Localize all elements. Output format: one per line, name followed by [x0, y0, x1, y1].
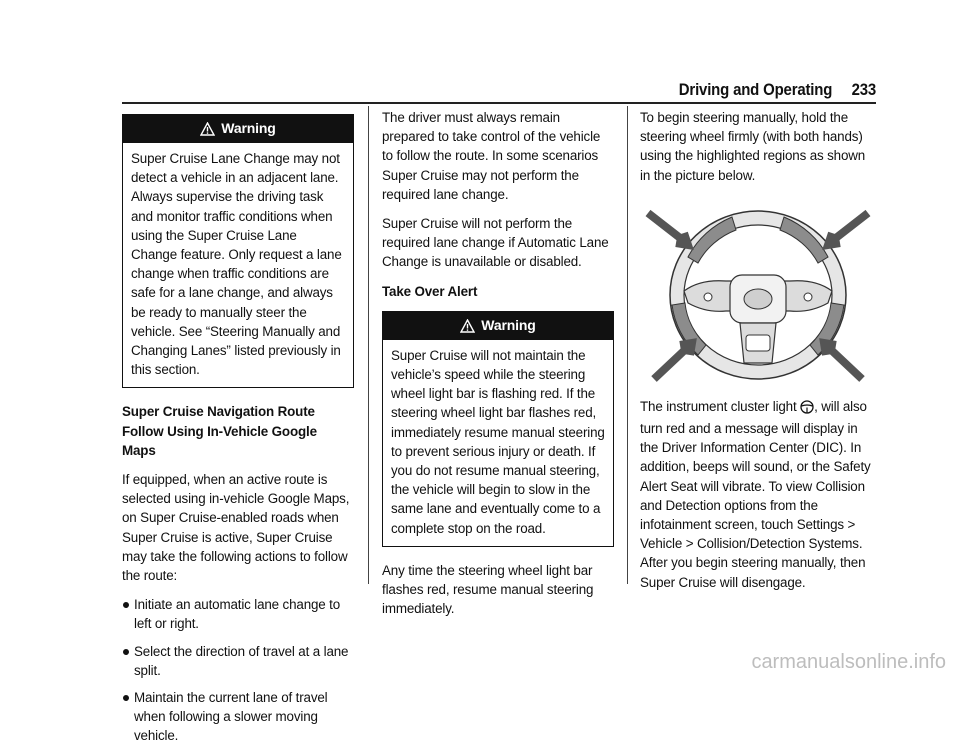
page-number: 233	[851, 80, 876, 99]
warning-label: Warning	[221, 120, 276, 137]
action-list	[122, 595, 354, 745]
list-item: Maintain the current lane of travel when following a slower moving vehicle.	[122, 688, 354, 746]
list-item: Select the direction of travel at a lane split.	[122, 642, 354, 680]
steering-wheel-illustration	[640, 195, 876, 391]
arrow-icon	[824, 343, 862, 379]
arrow-icon	[654, 343, 692, 379]
warning-header	[123, 115, 353, 143]
column-3	[640, 108, 876, 602]
paragraph-text-after: , will also turn red and a message will display in the Driver Information Center (DIC). In addition, beeps will sound, or the Safety Alert Seat will vibrate. To view Collision and Detection options from the infotainment screen, touch Settings > Vehicle > Collision/Detection Systems. After you begin steering manually, then Super Cruise will disengage.	[640, 398, 871, 590]
paragraph: The driver must always remain prepared to take control of the vehicle to follow the route. In some scenarios Super Cruise may not perform the required lane change.	[382, 110, 601, 202]
header-rule	[122, 102, 876, 104]
paragraph: To begin steering manually, hold the steering wheel firmly (with both hands) using the highlighted regions as shown in the picture below.	[640, 110, 866, 183]
warning-text: Super Cruise will not maintain the vehicle’s speed while the steering wheel light bar is flashing red. If the steering wheel light bar flashes red, immediately resume manual steering to prevent serious injury or death. If you do not resume manual steering, the vehicle will begin to slow in the same lane and eventually come to a complete stop on the road.	[391, 347, 605, 536]
arrow-icon	[828, 213, 868, 245]
column-divider-1	[368, 106, 369, 584]
arrow-icon	[648, 213, 688, 245]
warning-triangle-icon	[200, 122, 215, 136]
warning-header	[383, 312, 613, 340]
section-subhead: Take Over Alert	[382, 283, 478, 299]
paragraph	[640, 397, 876, 592]
column-1	[122, 114, 354, 754]
steering-wheel-icon	[800, 400, 814, 419]
watermark: carmanualsonline.info	[751, 651, 946, 673]
warning-label: Warning	[481, 317, 536, 334]
warning-text: Super Cruise Lane Change may not detect a vehicle in an adjacent lane. Always supervise the driving task and monitor traffic conditions when using the Super Cruise Lane Change feature. Only request a lane change when traffic conditions are safe for a lane change, and always be ready to manually steer the vehicle. See “Steering Manually and Changing Lanes” listed previously in this section.	[131, 151, 342, 378]
warning-box	[122, 114, 354, 388]
paragraph: Super Cruise will not perform the required lane change if Automatic Lane Change is unavailable or disabled.	[382, 216, 609, 270]
section-title: Driving and Operating	[678, 80, 833, 99]
list-item: Initiate an automatic lane change to left or right.	[122, 595, 354, 633]
column-2	[382, 108, 614, 628]
warning-triangle-icon	[460, 319, 475, 333]
page-header	[674, 80, 876, 100]
section-subhead: Super Cruise Navigation Route Follow Using In-Vehicle Google Maps	[122, 404, 317, 458]
column-divider-2	[627, 106, 628, 584]
paragraph-text-before: The instrument cluster light	[640, 398, 797, 414]
paragraph: Any time the steering wheel light bar flashes red, resume manual steering immediately.	[382, 562, 594, 617]
intro-paragraph: If equipped, when an active route is selected using in-vehicle Google Maps, on Super Cruise-enabled roads when Super Cruise is active, Super Cruise may take the following actions to follow the route:	[122, 472, 350, 584]
warning-box	[382, 311, 614, 547]
